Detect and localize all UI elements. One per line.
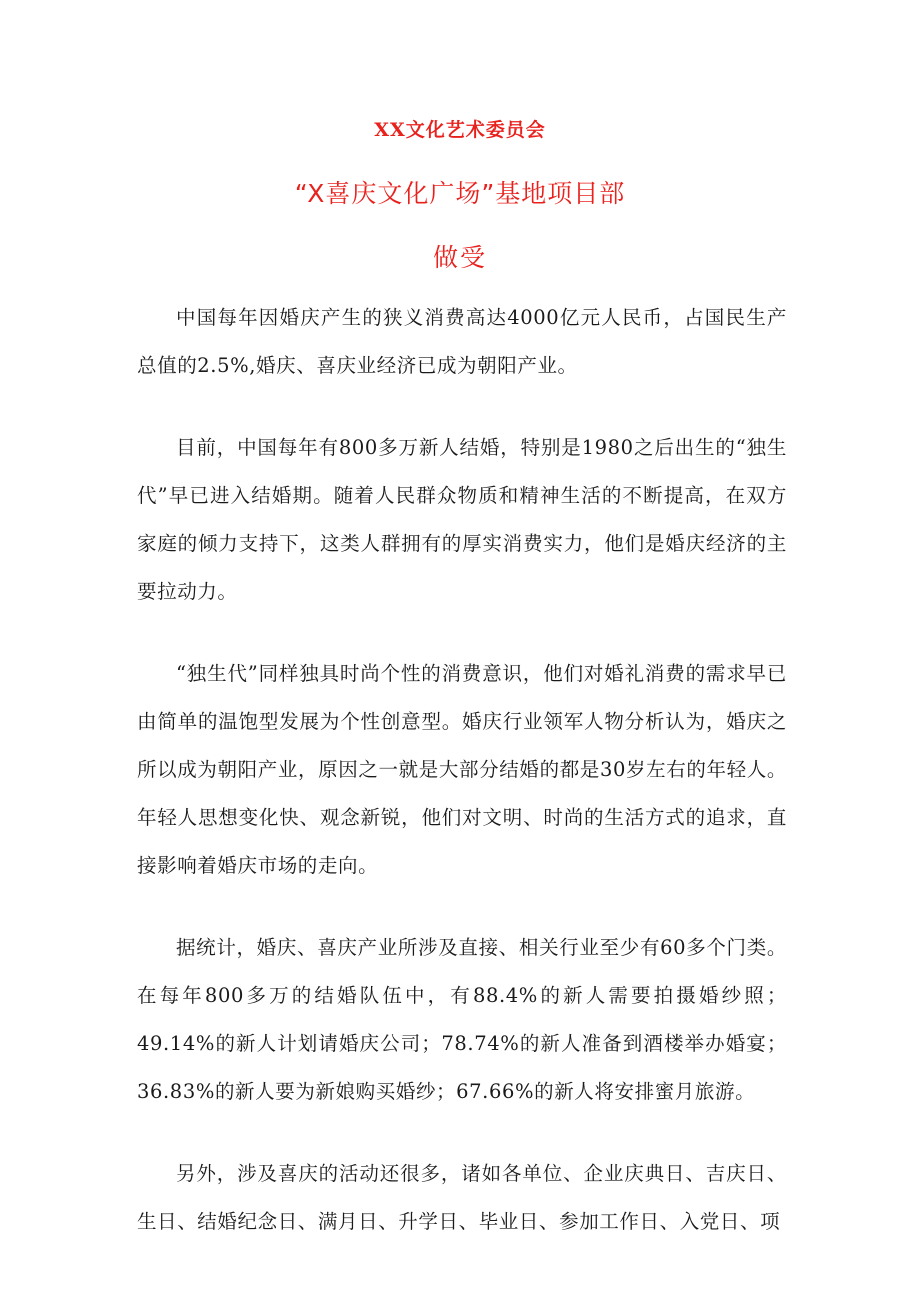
paragraph-3: “独生代”同样独具时尚个性的消费意识，他们对婚礼消费的需求早已由简单的温饱型发展为个性创意型。婚庆行业领军人物分析认为，婚庆之所以成为朝阳产业，原因之一就是大部分结婚的都是30岁左右的年轻人。年轻人思想变化快、观念新锐，他们对文明、时尚的生活方式的追求，直接影响着婚庆市场的走向。 xyxy=(137,662,787,877)
paragraph-1: 中国每年因婚庆产生的狭义消费高达4000亿元人民币，占国民生产总值的2.5%,婚庆、喜庆业经济已成为朝阳产业。 xyxy=(137,306,787,377)
document-body xyxy=(137,294,787,1280)
paragraph-5: 另外，涉及喜庆的活动还很多，诸如各单位、企业庆典日、吉庆日、生日、结婚纪念日、满月日、升学日、毕业日、参加工作日、入党日、项 xyxy=(137,1162,787,1233)
paragraph-2: 目前，中国每年有800多万新人结婚，特别是1980之后出生的“独生代”早已进入结婚期。随着人民群众物质和精神生活的不断提高，在双方家庭的倾力支持下，这类人群拥有的厚实消费实力，他们是婚庆经济的主要拉动力。 xyxy=(137,436,787,603)
organization-heading: XX文化艺术委员会 xyxy=(374,119,546,141)
project-heading: “X喜庆文化广场”基地项目部 xyxy=(294,179,626,208)
document-title: 做受 xyxy=(432,243,487,272)
paragraph-4: 据统计，婚庆、喜庆产业所涉及直接、相关行业至少有60多个门类。在每年800多万的结婚队伍中，有88.4%的新人需要拍摄婚纱照；49.14%的新人计划请婚庆公司；78.74%的新人准备到酒楼举办婚宴；36.83%的新人要为新娘购买婚纱；67.66%的新人将安排蜜月旅游。 xyxy=(137,936,787,1103)
